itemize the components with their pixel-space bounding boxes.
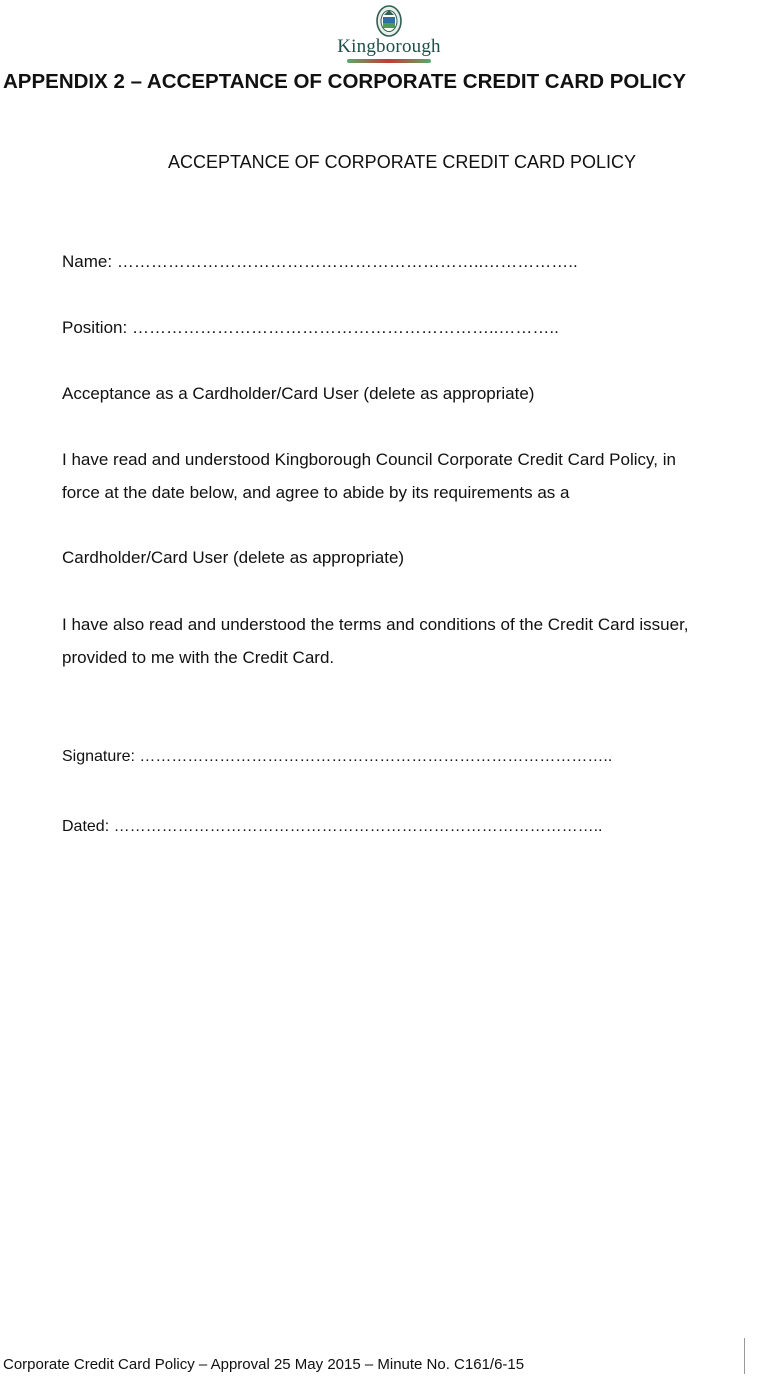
signature-field (62, 748, 612, 766)
name-label: Name: (62, 252, 113, 271)
form-title: ACCEPTANCE OF CORPORATE CREDIT CARD POLICY (168, 152, 637, 172)
name-blank: ………………………………………………………..…………….. (116, 252, 578, 271)
logo-swoosh (347, 59, 431, 63)
paragraph1-line1: I have read and understood Kingborough Council Corporate Credit Card Policy, in (62, 450, 676, 469)
name-field (62, 252, 578, 272)
dated-blank: ……………………………………………………………………………….. (113, 818, 603, 835)
dated-field (62, 818, 602, 836)
dated-label: Dated: (62, 818, 110, 835)
signature-blank: …………………………………………………………………………….. (139, 748, 613, 765)
signature-label: Signature: (62, 748, 135, 765)
position-field (62, 318, 559, 338)
acceptance-line: Acceptance as a Cardholder/Card User (delete as appropriate) (62, 384, 535, 403)
position-label: Position: (62, 318, 128, 337)
paragraph1-line2: force at the date below, and agree to abide by its requirements as a (62, 483, 570, 502)
footer-divider (744, 1338, 745, 1374)
paragraph1-line3: Cardholder/Card User (delete as appropriate) (62, 548, 405, 567)
council-crest-icon (375, 4, 403, 38)
appendix-title: APPENDIX 2 – ACCEPTANCE OF CORPORATE CREDIT CARD POLICY (3, 70, 687, 93)
position-blank: ………………………………………………………..……….. (131, 318, 559, 337)
paragraph2-line2: provided to me with the Credit Card. (62, 648, 335, 667)
paragraph2-line1: I have also read and understood the terms and conditions of the Credit Card issuer, (62, 615, 689, 634)
kingborough-logo (333, 4, 445, 64)
page-footer: Corporate Credit Card Policy – Approval 25 May 2015 – Minute No. C161/6-15 (3, 1356, 525, 1373)
logo-wordmark: Kingborough (337, 36, 441, 57)
